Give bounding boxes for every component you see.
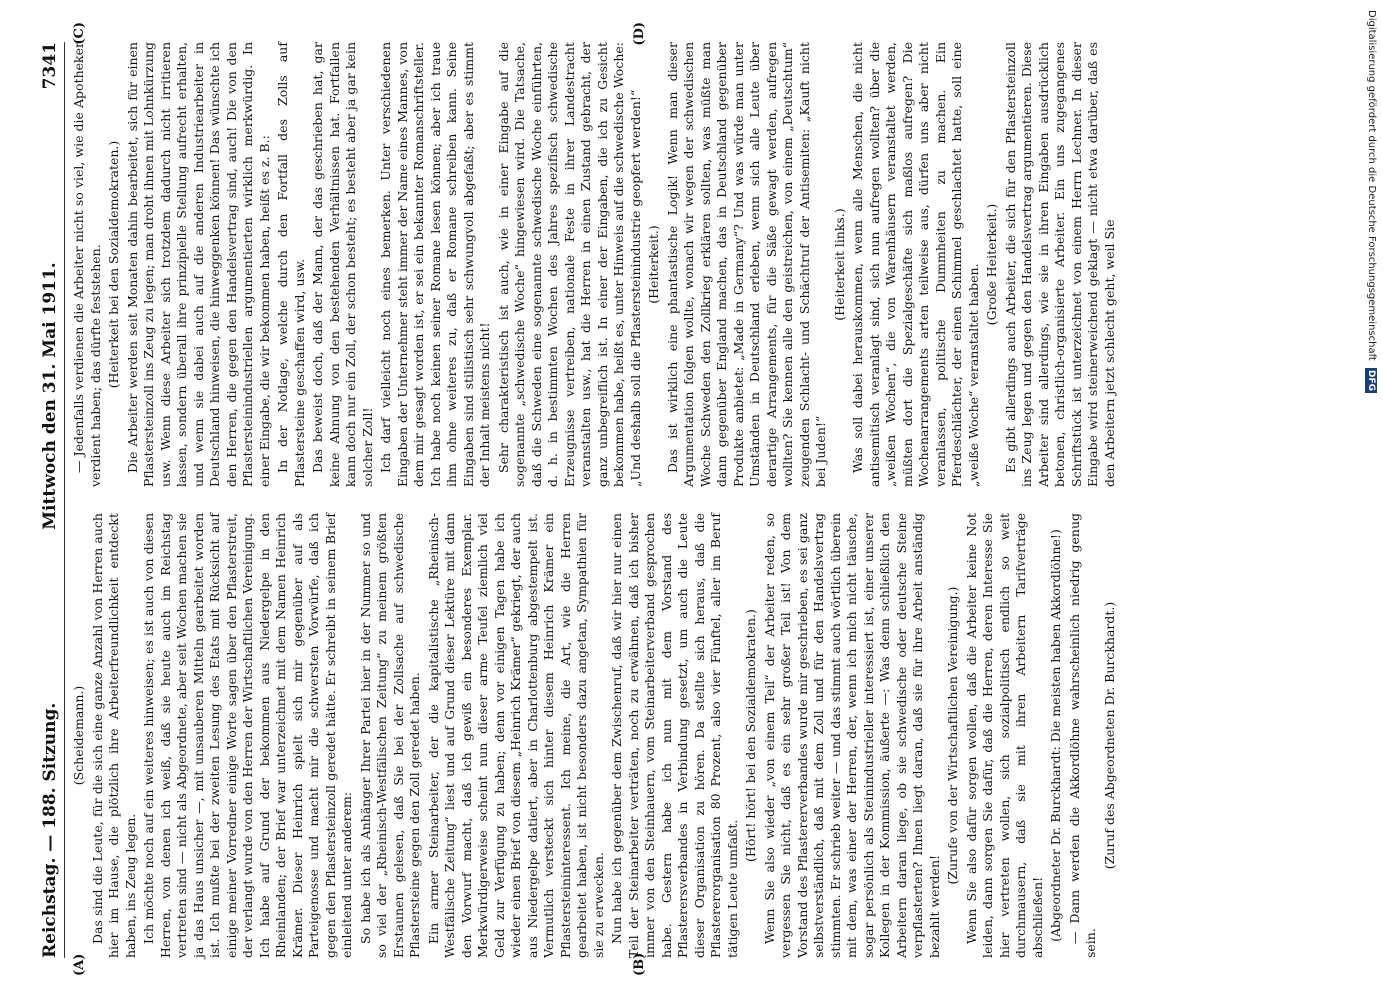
paragraph: (Heiterkeit bei den Sozialdemokraten.) — [105, 140, 121, 389]
paragraph: Was soll dabei herauskommen, wenn alle Menschen, die nicht antisemitisch veranlagt sind, sich nun aufregen wollten? über die „weißen Wochen“, die von Warenhäusern veranstaltet werden, müßten dort die Spezialgeschäfte sich maßlos aufregen? Die Wochenarrangements arten teilweise aus, dürfen uns aber nicht veranlassen, politische Dummheiten zu machen. Ein Pferdeschlächter, der einen Schimmel geschlachtet hatte, soll eine „weiße Woche“ veranstaltet haben. — [849, 42, 980, 487]
paragraph: (Heiterkeit links.) — [831, 208, 846, 321]
paragraph: Das sind die Leute, für die sich eine ganze Anzahl von Herren auch hier im Hause, die plötzlich ihre Arbeiterfreundlichkeit entdeckt haben, ins Zeug legen. — [89, 513, 137, 958]
paragraph: (Zuruf des Abgeordneten Dr. Burckhardt.) — [1101, 601, 1116, 870]
paragraph: (Hört! hört! bei den Sozialdemokraten.) — [742, 609, 758, 862]
header-left: Reichstag. — 188. Sitzung. — [39, 702, 60, 958]
digitization-note — [1365, 10, 1377, 990]
paragraph: (Abgeordneter Dr. Burckhardt: Die meisten haben Akkordlöhne!) — [1047, 529, 1063, 942]
paragraph: (Scheidemann.) — [70, 685, 86, 786]
right-column — [70, 22, 1291, 487]
margin-marker-a: (A) — [71, 953, 87, 976]
margin-marker-b: (B) — [631, 952, 647, 976]
document-page — [22, 20, 1322, 980]
paragraph: Wenn Sie also dafür sorgen wollen, daß die Arbeiter keine Not leiden, dann sorgen Sie dafür, daß die Herren, deren Interesse Sie hier vertreten wollen, sich sozialpolitisch endlich so weit durchmausern, daß sie mit ihren Arbeitern Tarifverträge abschließen! — [963, 513, 1044, 958]
rotated-page — [22, 20, 1362, 980]
dfg-logo: DFG — [1366, 370, 1376, 392]
page-header — [40, 42, 65, 958]
left-column — [70, 513, 1291, 976]
paragraph: Ich darf vielleicht noch eines bemerken. Unter verschiedenen Eingaben der Unternehmer steht immer der Name eines Mannes, von dem mir gesagt worden ist, er sei ein bekannter Romanschriftsteller. Ich habe noch keinen seiner Romane lesen können; aber ich traue ihm ohne weiteres zu, daß er Romane schreiben kann. Seine Eingaben sind stilistisch sehr schwungvoll abgefaßt; aber es stimmt der Inhalt meistens nicht! — [377, 42, 492, 487]
header-center: Mittwoch den 31. Mai 1911. — [39, 262, 60, 530]
paragraph: (Große Heiterkeit.) — [983, 203, 999, 326]
margin-marker-c: (C) — [71, 22, 87, 45]
paragraph: Das ist wirklich eine phantastische Logik! Wenn man dieser Argumentation folgen wollte, wonach wir wegen der schwedischen Woche Schweden den Zollkrieg erklären sollten, was müßte man dann gegenüber England machen, das in Deutschland gegenüber Produkte anbietet: „Made in Germany“? Und was würde man unter Umständen in Deutschland erleben, wenn sich alle Leute über derartige Arrangements, für die Säße gewagt werden, aufregen wollten? Sie kennen alle den geistreichen, von einem „Deutschtum“ zeugenden Schlacht- und Schächtruf der Antisemiten: „Kauft nicht bei Juden!“ — [664, 42, 828, 487]
paragraph: — Jedenfalls verdienen die Arbeiter nicht so viel, wie die Apotheker verdient haben; das dürfte feststehen. — [70, 42, 102, 487]
paragraph: Die Arbeiter werden seit Monaten dahin bearbeitet, sich für einen Pflastersteinzoll ins Zeug zu legen; man droht ihnen mit Lohnkürzung usw. Wenn diese Arbeiter sich trotzdem dadurch nicht irritieren lassen, sondern überall ihre prinzipielle Stellung aufrecht erhalten, und wenn sie dabei auch auf die anderen Industriearbeiter in Deutschland hinweisen, die hinweggenken können! Das wünschte ich den Herren, die gegen den Handelsvertrag sind, auch! Die von den Pflastersteinindustriellen argumentierten wirklich merkwürdig. In einer Eingabe, die wir bekommen haben, heißt es z. B.: — [124, 42, 271, 487]
paragraph: Ein armer Steinarbeiter, der die kapitalistische „Rheinisch-Westfälische Zeitung“ liest und auf Grund dieser Lektüre mit dann den Vorwurf macht, daß ich gewiß ein besonderes Exemplar. Merkwürdigerweise scheint nun dieser arme Teufel ziemlich viel Geld zur Verfügung zu haben; denn vor einigen Tagen habe ich wieder einen Brief von diesem „Heinrich Krämer“ gekriegt, der auch aus Niedergelpe datiert, aber in Charlottenburg abgestempelt ist. Vermutlich versteckt sich hinter diesem Heinrich Krämer ein Pflastersteininteressent. Ich meine, die Art, wie die Herren gearbeitet haben, ist nicht besonders dazu angetan, Sympathien für sie zu erwecken. — [425, 513, 605, 958]
paragraph: In der Notlage, welche durch den Fortfall des Zolls auf Pflastersteine geschaffen wird, usw. — [274, 42, 306, 487]
paragraph: (Zurufe von der Wirtschaftlichen Vereinigung.) — [944, 586, 960, 885]
page-number: 7341 — [39, 42, 60, 90]
paragraph: — Dann werden die Akkordlöhne wahrscheinlich niedrig genug sein. — [1066, 513, 1098, 958]
paragraph: Nun habe ich gegenüber dem Zwischenruf, daß wir hier nur einen Teil der Steinarbeiter verträten, noch zu erwähnen, daß ich bisher immer von den Steinhauern, vom Steinarbeiterverband gesprochen habe. Gestern habe ich nun mit dem Vorstand des Pflasterersverbandes in Verbindung gesetzt, um auch die Leute dieser Organisation zu hören. Da stellte sich heraus, daß die Pflastererorganisation 80 Prozent, also vier Fünftel, aller im Beruf tätigen Leute umfaßt. — [608, 513, 739, 958]
paragraph: Sehr charakteristisch ist auch, wie in einer Eingabe auf die sogenannte „schwedische Woche“ hingewiesen wird. Die Tatsache, daß die Schweden eine sogenannte schwedische Woche einführten, d. h. in bestimmten Wochen des Jahres spezifisch schwedische Erzeugnisse vertreiben, nationale Feste in ihrer Landestracht veranstalten usw., hat die Herren in einen Zustand gebracht, der ganz unbegreiflich ist. In einer der Eingaben, die ich zu Gesicht bekommen habe, heißt es, unter Hinweis auf die schwedische Woche: „Und deshalb soll die Pflastersteinindustrie geopfert werden!“ — [495, 42, 642, 487]
paragraph: Das beweist doch, daß der Mann, der das geschrieben hat, gar keine Ahnung von den bestehenden Verhältnissen hat. Fortfallen kann doch nur ein Zoll, der schon besteht; es besteht aber ja gar kein solcher Zoll! — [309, 42, 374, 487]
digitization-text: Digitalisierung gefördert durch die Deutsche Forschungsgemeinschaft — [1366, 10, 1377, 361]
paragraph: Wenn Sie also wieder „von einem Teil“ der Arbeiter reden, so vergessen Sie nicht, daß es ein sehr großer Teil ist! Von dem Vorstand des Pflastererverbandes wurde mir geschrieben, es sei ganz selbstverständlich, daß mit dem Zoll und für den Handelsvertrag stimmten. Er schrieb weiter — und das stimmt auch wörtlich überein mit dem, was einer der Herren, der, wenn ich mich nicht täusche, sogar persönlich als Steinindustrieller interessiert ist, einer unserer Kollegen in der Kommission, äußerte —: Was denn schließlich den Arbeitern daran liege, ob sie schwedische oder deutsche Steine verpflasterten? Ihnen liegt daran, daß sie für ihre Arbeit anständig bezahlt werden! — [761, 513, 941, 958]
text-columns — [70, 22, 1291, 976]
paragraph: (Heiterkeit.) — [645, 225, 661, 304]
paragraph: So habe ich als Anhänger Ihrer Partei hier in der Nummer so und so viel der „Rheinisch-Westfälischen Zeitung“ zu meinem größten Erstaunen gelesen, daß Sie bei der Zollsache auf schwedische Pflastersteine gegen den Zoll geredet haben. — [357, 513, 422, 958]
margin-marker-d: (D) — [631, 22, 647, 46]
paragraph: Ich möchte noch auf ein weiteres hinweisen; es ist auch von diesen Herren, von denen ich weiß, daß sie heute auch im Reichstag vertreten sind — nicht als Abgeordnete, aber seit Wochen machen sie ja das Haus unsicher —, mit unsauberen Mitteln gearbeitet worden ist. Ich mußte bei der zweiten Lesung des Etats mit Rücksicht auf einige meiner Vorredner einige Worte sagen über den Pflasterstreit, der verlangt wurde von den Herren der Wirtschaftlichen Vereinigung. Ich habe auf Grund der bekommen aus Niedergelpe in den Rheinlanden; der Brief war unterzeichnet mit dem Namen Heinrich Krämer. Dieser Heinrich spielt sich mir gegenüber auf als Parteigenosse und macht mir die schwersten Vorwürfe, daß ich gegen den Pflastersteinzoll geredet hätte. Er schreibt in seinem Brief einleitend unter anderem: — [140, 513, 354, 958]
paragraph: Es gibt allerdings auch Arbeiter, die sich für den Pflastersteinzoll ins Zeug legen und gegen den Handelsvertrag argumentieren. Diese Arbeiter sind allerdings, wie sie in ihren Eingaben ausdrücklich betonen, christlich-organisierte Arbeiter. Ein uns zugegangenes Schriftstück ist unterzeichnet von einem Herrn Lechner. In dieser Eingabe wird steinerweichend geklagt — nicht etwa darüber, daß es den Arbeitern jetzt schlecht geht, weil Sie — [1002, 42, 1116, 487]
